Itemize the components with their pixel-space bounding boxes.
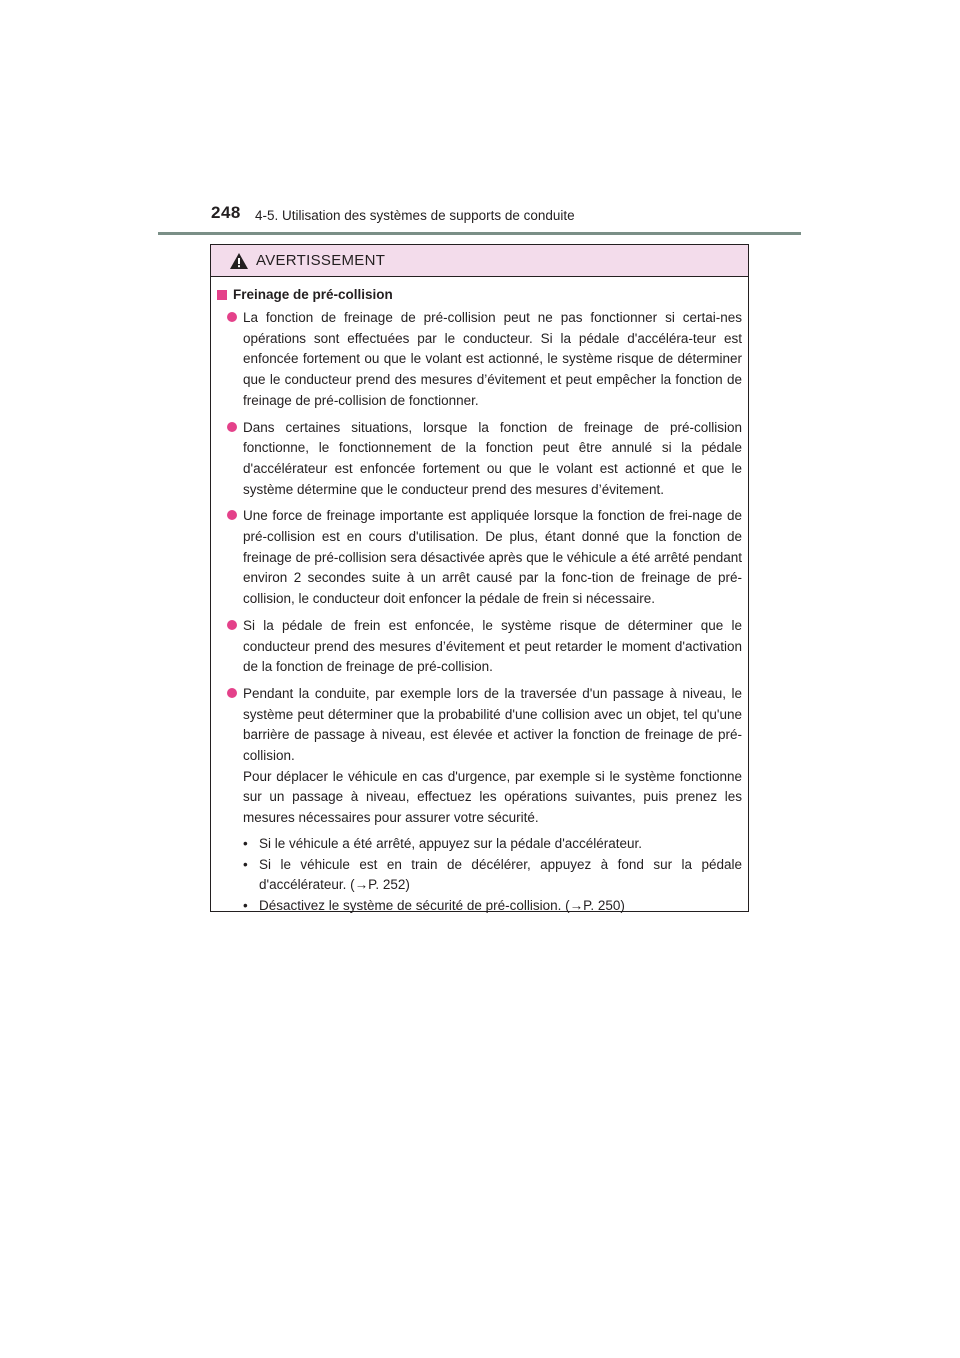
header-rule (158, 232, 801, 235)
list-item (217, 684, 742, 917)
square-bullet-icon (217, 290, 227, 300)
item-text: Pendant la conduite, par exemple lors de la traversée d'un passage à niveau, le système peut déterminer que la probabilité d'une collision avec un objet, tel qu'une barrière de passage à niveau, est élevée et activer la fonction de freinage de pré-collision. (243, 685, 742, 764)
page-number: 248 (211, 203, 241, 222)
list-item (217, 418, 742, 501)
circle-bullet-icon (227, 510, 237, 520)
circle-bullet-icon (227, 620, 237, 630)
sub-bullet-text: Désactivez le système de sécurité de pré-collision. (→P. 250) (259, 897, 625, 913)
sub-bullet-item (243, 896, 742, 917)
sub-bullet-text: Si le véhicule est en train de décélérer, appuyez à fond sur la pédale d'accélérateur. (→P. 252) (259, 856, 742, 893)
bullet-dot-icon: • (243, 856, 248, 872)
item-text: Si la pédale de frein est enfoncée, le système risque de déterminer que le conducteur prend des mesures d’évitement et peut retarder le moment d'activation de la fonction de freinage de pré-collision. (243, 617, 742, 675)
warning-header (211, 245, 748, 277)
list-item (217, 308, 742, 412)
warning-triangle-icon (229, 252, 249, 270)
list-item (217, 616, 742, 678)
subhead-text: Freinage de pré-collision (233, 287, 393, 302)
item-text: La fonction de freinage de pré-collision peut ne pas fonctionner si certai-nes opérations sont effectuées par le conducteur. Si la pédale d'accéléra-teur est enfoncée fortement ou que le volant est actionné, le système risque de déterminer que le conducteur prend des mesures d’évitement et peut empêcher la fonction de freinage de pré-collision de fonctionner. (243, 310, 742, 408)
sub-bullet-item (243, 834, 742, 855)
item-text-continued: Pour déplacer le véhicule en cas d'urgence, par exemple si le système fonctionne sur un passage à niveau, effectuez les opérations suivantes, puis prenez les mesures nécessaires pour assurer votre sécurité. (243, 768, 742, 826)
circle-bullet-icon (227, 312, 237, 322)
item-text: Une force de freinage importante est appliquée lorsque la fonction de frei-nage de pré-collision est en cours d'utilisation. De plus, étant donné que la fonction de freinage de pré-collision sera désactivée après que le véhicule a été arrêté pendant environ 2 secondes suite à un arrêt causé par la fonc-tion de freinage de pré-collision, le conducteur doit enfoncer la pédale de frein si nécessaire. (243, 508, 742, 607)
page-header (211, 203, 811, 229)
warning-body (211, 277, 748, 917)
list-item (217, 506, 742, 610)
warning-box (210, 244, 749, 912)
bullet-dot-icon: • (243, 897, 248, 913)
circle-bullet-icon (227, 422, 237, 432)
sub-bullet-item (243, 855, 742, 896)
section-title: 4-5. Utilisation des systèmes de supports de conduite (255, 208, 575, 223)
item-text: Dans certaines situations, lorsque la fonction de freinage de pré-collision fonctionne, le fonctionnement de la fonction peut être annulé si la pédale d'accélérateur est enfoncée fortement ou que le volant est actionné et que le système détermine que le conducteur prend des mesures d’évitement. (243, 419, 742, 497)
warning-title: AVERTISSEMENT (256, 252, 386, 269)
sub-bullet-text: Si le véhicule a été arrêté, appuyez sur la pédale d'accélérateur. (259, 835, 643, 851)
sub-bullet-list (243, 834, 742, 917)
bullet-dot-icon: • (243, 835, 248, 851)
subhead (217, 287, 742, 302)
circle-bullet-icon (227, 688, 237, 698)
